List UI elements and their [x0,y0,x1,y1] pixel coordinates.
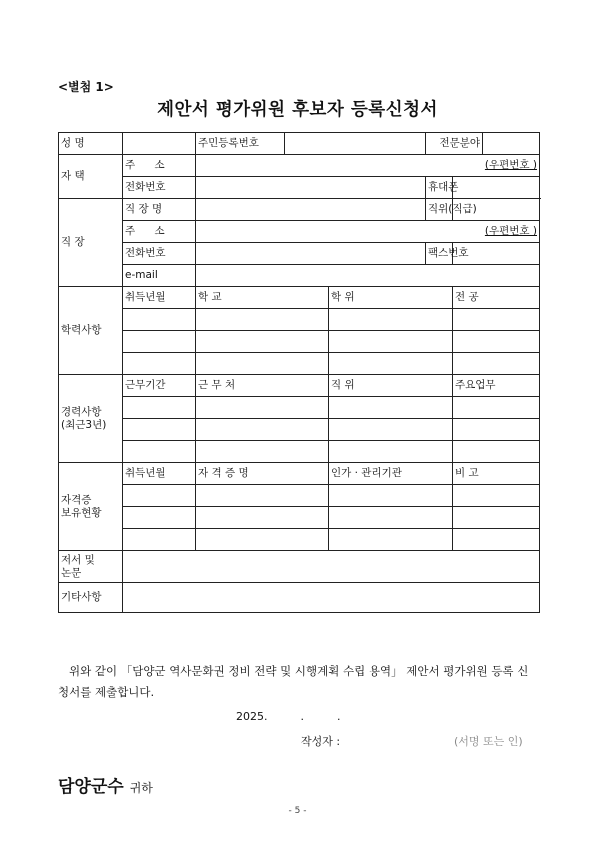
name-field[interactable] [123,133,196,155]
table-cell[interactable] [453,485,540,507]
attachment-label: <별첨 1> [58,80,114,94]
table-cell[interactable] [453,507,540,529]
certs-header-date: 취득년월 [123,463,196,485]
table-cell[interactable] [123,419,196,441]
table-cell[interactable] [123,353,196,375]
education-header-school: 학 교 [196,287,329,309]
table-cell[interactable] [196,485,329,507]
specialty-field[interactable] [483,133,540,155]
page-number: - 5 - [288,806,307,816]
education-row [59,353,540,375]
table-cell[interactable] [329,529,453,551]
work-address-label: 주 소 [123,221,196,243]
form-title: 제안서 평가위원 후보자 등록신청서 [157,100,438,120]
table-cell[interactable] [123,331,196,353]
career-label: 경력사항 (최근3년) [59,375,123,463]
table-cell[interactable] [453,397,540,419]
home-phone-field[interactable] [196,177,426,199]
education-row [59,331,540,353]
table-cell[interactable] [329,397,453,419]
table-cell[interactable] [196,397,329,419]
mobile-label: 휴대폰 [426,177,453,199]
table-cell[interactable] [329,441,453,463]
position-label: 직위(직급) [426,199,453,221]
recipient [58,772,153,797]
certs-header-name: 자 격 증 명 [196,463,329,485]
certs-row [59,507,540,529]
table-cell[interactable] [196,419,329,441]
email-field[interactable] [196,265,540,287]
table-cell[interactable] [196,353,329,375]
work-phone-field[interactable] [196,243,426,265]
name-label: 성 명 [59,133,123,155]
education-header-date: 취득년월 [123,287,196,309]
sign-hint: (서명 또는 인) [454,735,523,748]
career-row [59,419,540,441]
table-cell[interactable] [196,529,329,551]
career-row [59,397,540,419]
work-postal-hint: (우편번호 ) [484,225,538,237]
table-cell[interactable] [123,441,196,463]
career-header-workplace: 근 무 처 [196,375,329,397]
application-form-table [58,132,540,613]
publications-label: 저서 및 논문 [59,551,123,583]
certs-row [59,485,540,507]
table-cell[interactable] [123,309,196,331]
table-cell[interactable] [329,309,453,331]
work-label: 직 장 [59,199,123,287]
home-postal-hint: (우편번호 ) [484,159,538,171]
table-cell[interactable] [453,529,540,551]
table-cell[interactable] [329,507,453,529]
education-label: 학력사항 [59,287,123,375]
table-cell[interactable] [329,331,453,353]
table-cell[interactable] [453,441,540,463]
home-address-label: 주 소 [123,155,196,177]
specialty-label: 전문분야 [426,133,483,155]
mobile-field[interactable] [453,177,540,199]
certs-label: 자격증 보유현황 [59,463,123,551]
table-cell[interactable] [196,309,329,331]
etc-field[interactable] [123,583,540,613]
work-phone-label: 전화번호 [123,243,196,265]
table-cell[interactable] [329,485,453,507]
email-label: e-mail [123,265,196,287]
table-cell[interactable] [196,331,329,353]
career-header-duties: 주요업무 [453,375,540,397]
career-row [59,441,540,463]
table-cell[interactable] [329,353,453,375]
etc-label: 기타사항 [59,583,123,613]
education-row [59,309,540,331]
table-cell[interactable] [453,419,540,441]
career-header-period: 근무기간 [123,375,196,397]
table-cell[interactable] [453,331,540,353]
table-cell[interactable] [196,441,329,463]
recipient-name: 담양군수 [58,777,124,797]
table-cell[interactable] [123,507,196,529]
home-phone-label: 전화번호 [123,177,196,199]
resident-no-field[interactable] [285,133,426,155]
career-header-position: 직 위 [329,375,453,397]
work-address-field[interactable] [196,221,540,243]
publications-field[interactable] [123,551,540,583]
workplace-label: 직 장 명 [123,199,196,221]
table-cell[interactable] [453,353,540,375]
table-cell[interactable] [123,397,196,419]
certs-header-issuer: 인가 · 관리기관 [329,463,453,485]
workplace-field[interactable] [196,199,426,221]
date-line: 2025. . . [236,710,341,723]
table-cell[interactable] [453,309,540,331]
table-cell[interactable] [196,507,329,529]
table-cell[interactable] [123,485,196,507]
home-label: 자 택 [59,155,123,199]
home-address-field[interactable] [196,155,540,177]
education-header-major: 전 공 [453,287,540,309]
table-cell[interactable] [329,419,453,441]
table-cell[interactable] [123,529,196,551]
writer-label: 작성자 : [301,735,341,748]
certs-header-note: 비 고 [453,463,540,485]
declaration-text: 위와 같이 「담양군 역사문화권 정비 전략 및 시행계획 수립 용역」 제안서 평가위원 등록 신청서를 제출합니다. [58,664,529,699]
resident-no-label: 주민등록번호 [196,133,285,155]
education-header-degree: 학 위 [329,287,453,309]
recipient-suffix: 귀하 [129,781,153,795]
fax-label: 팩스번호 [426,243,453,265]
certs-row [59,529,540,551]
